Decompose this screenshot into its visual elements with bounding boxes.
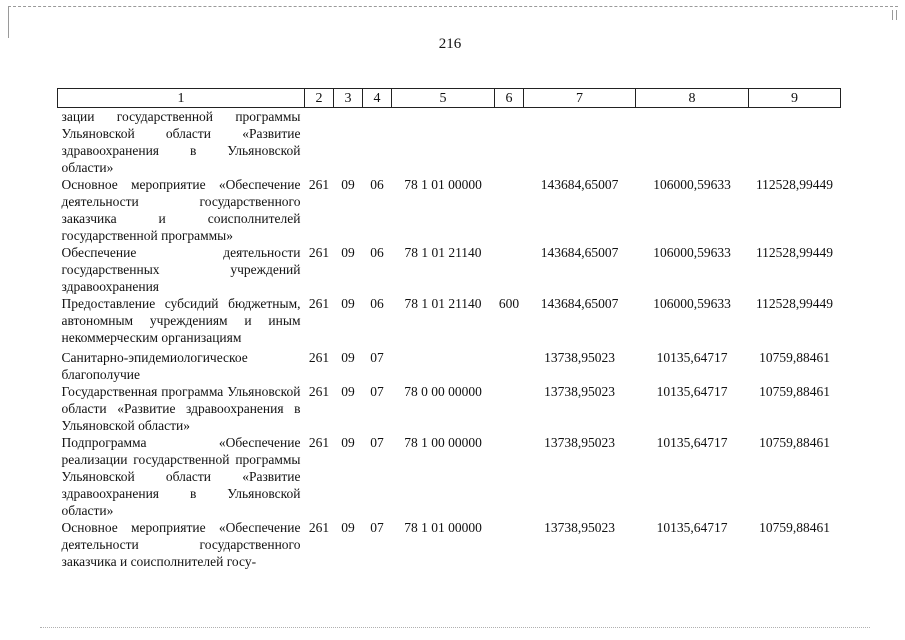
table-row [58, 346, 841, 383]
ministry-code: 261 [308, 435, 330, 450]
subsection-code: 07 [370, 435, 384, 450]
table-row [58, 244, 841, 295]
amount-year-1: 13738,95023 [544, 435, 615, 450]
column-number: 8 [636, 89, 749, 108]
row-description: Подпрограмма «Обеспечение реализации государственной программы Ульяновской области «Развитие здравоохранения в Ульяновской области» [61, 435, 301, 518]
subsection-code: 07 [370, 350, 384, 365]
section-code: 09 [341, 245, 355, 260]
target-article-code [392, 108, 495, 177]
target-article-code: 78 1 01 00000 [404, 520, 482, 535]
ministry-code: 261 [308, 520, 330, 535]
target-article-code: 78 1 01 00000 [404, 177, 482, 192]
table-row [58, 176, 841, 244]
row-description: зации государственной программы Ульяновской области «Развитие здравоохранения в Ульяновской области» [61, 109, 301, 175]
amount-year-3: 112528,99449 [755, 245, 834, 260]
ministry-code [305, 108, 334, 177]
column-number: 7 [524, 89, 636, 108]
ministry-code: 261 [308, 177, 330, 192]
column-number: 9 [749, 89, 841, 108]
page-number: 216 [438, 36, 462, 52]
amount-year-3: 10759,88461 [759, 520, 830, 535]
amount-year-2: 10135,64717 [656, 435, 728, 450]
target-article-code: 78 1 00 00000 [404, 435, 482, 450]
expense-type-code [495, 346, 524, 383]
amount-year-1: 143684,65007 [540, 245, 619, 260]
ministry-code: 261 [308, 350, 330, 365]
section-code: 09 [341, 177, 355, 192]
expense-type-code [495, 519, 524, 570]
target-article-code: 78 1 01 21140 [404, 296, 482, 311]
amount-year-2: 10135,64717 [656, 520, 728, 535]
subsection-code: 07 [370, 384, 384, 399]
column-number: 6 [495, 89, 524, 108]
column-number: 2 [305, 89, 334, 108]
target-article-code: 78 1 01 21140 [404, 245, 482, 260]
amount-year-3 [749, 108, 841, 177]
amount-year-1: 13738,95023 [544, 520, 615, 535]
target-article-code [392, 346, 495, 383]
amount-year-1: 13738,95023 [544, 384, 615, 399]
table-row [58, 383, 841, 434]
subsection-code [363, 108, 392, 177]
subsection-code: 06 [370, 245, 384, 260]
row-description: Предоставление субсидий бюджетным, автономным учреждениям и иным некоммерческим организациям [61, 296, 301, 345]
expense-type-code: 600 [498, 296, 520, 311]
expense-type-code [495, 108, 524, 177]
table-row [58, 108, 841, 177]
scan-edge-top [8, 6, 898, 7]
column-number: 3 [334, 89, 363, 108]
column-number: 4 [363, 89, 392, 108]
amount-year-1: 13738,95023 [544, 350, 615, 365]
section-code: 09 [341, 384, 355, 399]
amount-year-3: 10759,88461 [759, 350, 830, 365]
column-number: 1 [58, 89, 305, 108]
amount-year-2: 106000,59633 [653, 177, 731, 192]
amount-year-2 [636, 108, 749, 177]
amount-year-3: 112528,99449 [755, 296, 834, 311]
column-number-row [58, 89, 841, 108]
subsection-code: 07 [370, 520, 384, 535]
amount-year-2: 106000,59633 [653, 245, 731, 260]
amount-year-3: 112528,99449 [755, 177, 834, 192]
ministry-code: 261 [308, 245, 330, 260]
amount-year-2: 106000,59633 [653, 296, 731, 311]
row-description: Государственная программа Ульяновской области «Развитие здравоохранения в Ульяновской области» [61, 384, 301, 433]
row-description: Основное мероприятие «Обеспечение деятельности государственного заказчика и соисполнителей госу- [61, 520, 301, 569]
expense-type-code [495, 244, 524, 295]
section-code [334, 108, 363, 177]
scan-edge-left [8, 6, 9, 38]
scan-mark-right [892, 10, 897, 20]
budget-table [57, 88, 841, 570]
amount-year-3: 10759,88461 [759, 435, 830, 450]
section-code: 09 [341, 350, 355, 365]
table-row [58, 434, 841, 519]
table-row [58, 295, 841, 346]
scan-edge-bottom [40, 627, 870, 628]
target-article-code: 78 0 00 00000 [404, 384, 482, 399]
ministry-code: 261 [308, 296, 330, 311]
amount-year-1: 143684,65007 [540, 296, 619, 311]
table-row [58, 519, 841, 570]
ministry-code: 261 [308, 384, 330, 399]
subsection-code: 06 [370, 296, 384, 311]
section-code: 09 [341, 435, 355, 450]
subsection-code: 06 [370, 177, 384, 192]
row-description: Основное мероприятие «Обеспечение деятельности государственного заказчика и соисполнителей государственной программы» [61, 177, 301, 243]
amount-year-1 [524, 108, 636, 177]
expense-type-code [495, 383, 524, 434]
row-description: Обеспечение деятельности государственных учреждений здравоохранения [61, 245, 301, 294]
amount-year-2: 10135,64717 [656, 384, 728, 399]
column-number: 5 [392, 89, 495, 108]
amount-year-1: 143684,65007 [540, 177, 619, 192]
row-description: Санитарно-эпидемиологическое благополучие [61, 350, 248, 382]
expense-type-code [495, 176, 524, 244]
amount-year-3: 10759,88461 [759, 384, 830, 399]
section-code: 09 [341, 520, 355, 535]
section-code: 09 [341, 296, 355, 311]
expense-type-code [495, 434, 524, 519]
amount-year-2: 10135,64717 [656, 350, 728, 365]
